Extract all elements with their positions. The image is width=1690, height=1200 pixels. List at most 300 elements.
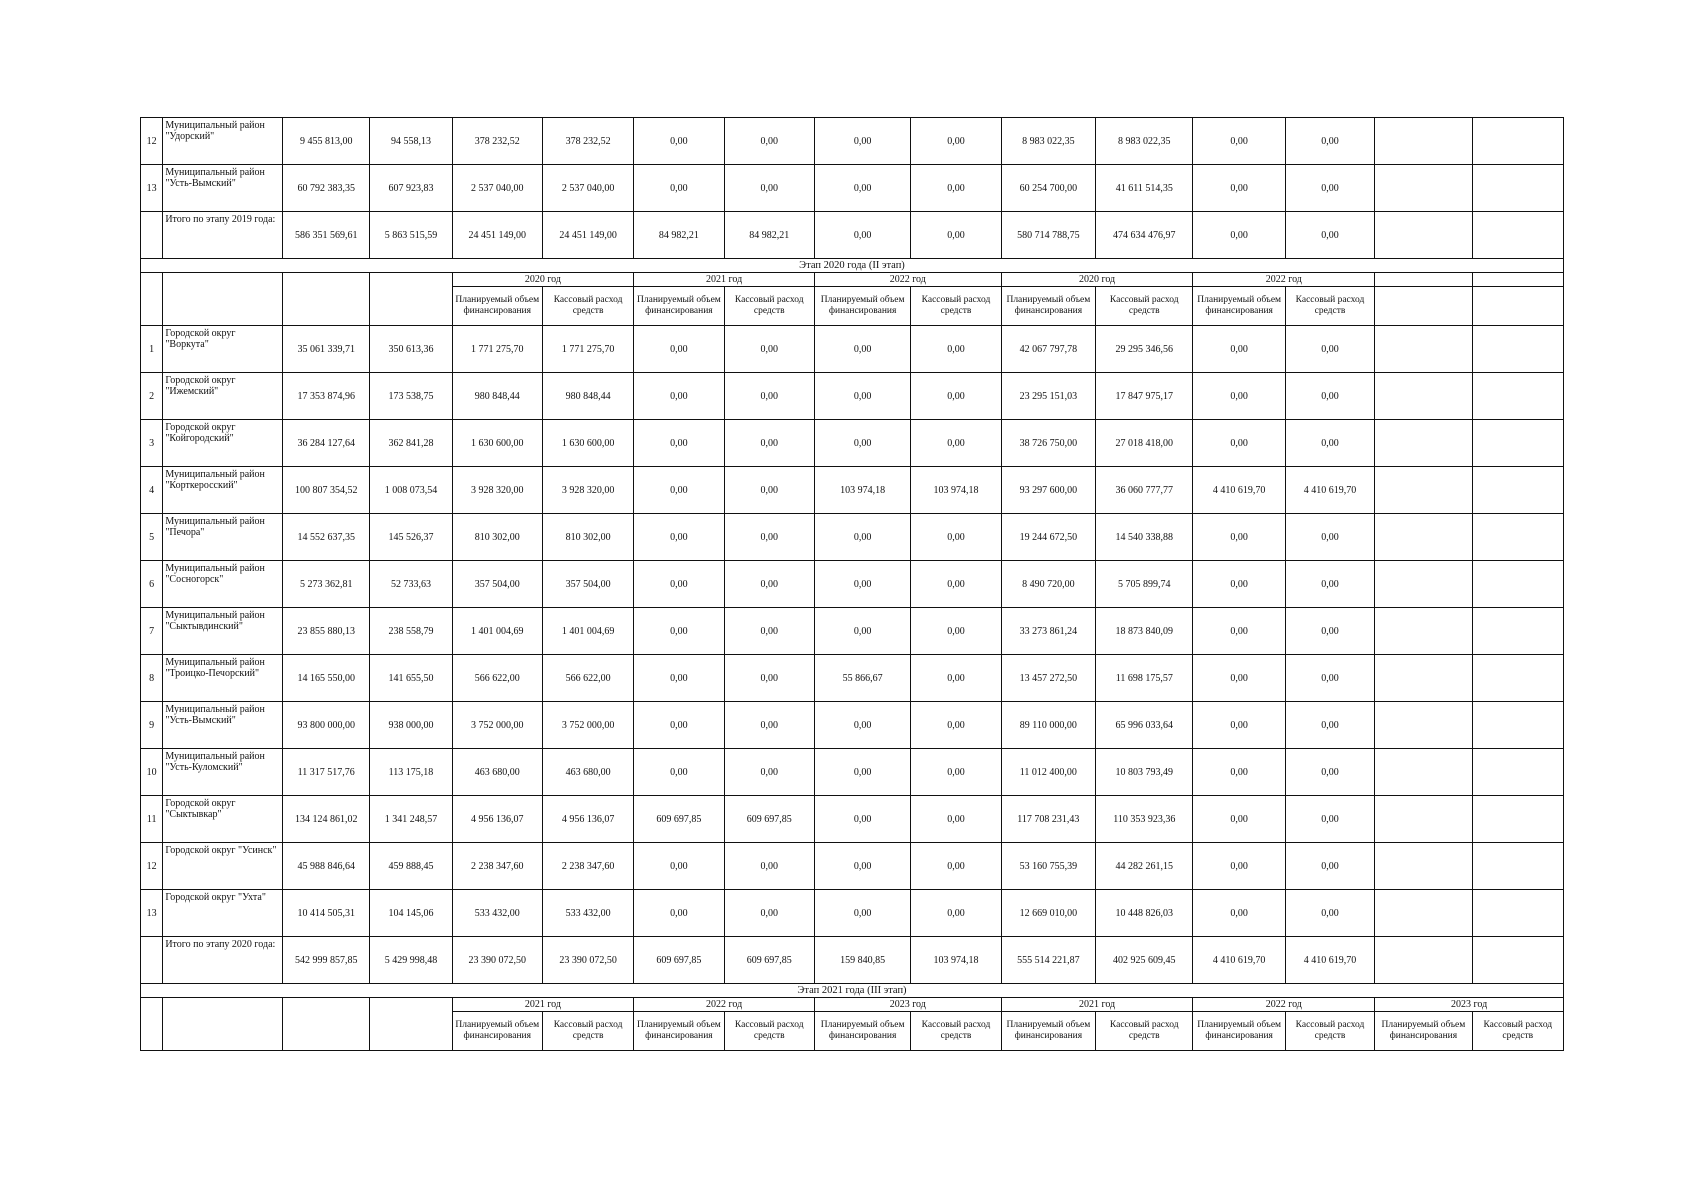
table-row — [141, 514, 1564, 561]
value-cell: 5 863 515,59 — [370, 212, 452, 259]
value-cell: 0,00 — [1285, 165, 1374, 212]
value-cell: 10 803 793,49 — [1096, 749, 1193, 796]
blank-cell — [1375, 273, 1472, 287]
blank-cell — [141, 273, 163, 326]
table-row — [141, 937, 1564, 984]
year-header: 2020 год — [1001, 273, 1193, 287]
value-cell: 0,00 — [1285, 118, 1374, 165]
value-cell: 141 655,50 — [370, 655, 452, 702]
value-cell: 23 390 072,50 — [542, 937, 633, 984]
blank-cell — [283, 998, 370, 1051]
value-cell: 533 432,00 — [452, 890, 542, 937]
value-cell: 23 295 151,03 — [1001, 373, 1095, 420]
cash-expense-header: Кассовый расход средств — [724, 1012, 814, 1051]
row-name: Итого по этапу 2020 года: — [163, 937, 283, 984]
value-cell: 0,00 — [724, 843, 814, 890]
value-cell: 0,00 — [634, 373, 724, 420]
value-cell: 11 012 400,00 — [1001, 749, 1095, 796]
value-cell: 0,00 — [1193, 420, 1285, 467]
value-cell: 0,00 — [724, 467, 814, 514]
value-cell: 609 697,85 — [724, 796, 814, 843]
value-cell: 0,00 — [814, 118, 910, 165]
row-number: 6 — [141, 561, 163, 608]
value-cell: 1 401 004,69 — [452, 608, 542, 655]
value-cell: 0,00 — [634, 655, 724, 702]
value-cell: 159 840,85 — [814, 937, 910, 984]
value-cell: 474 634 476,97 — [1096, 212, 1193, 259]
row-name: Городской округ "Ухта" — [163, 890, 283, 937]
value-cell: 0,00 — [634, 561, 724, 608]
value-cell: 93 800 000,00 — [283, 702, 370, 749]
value-cell: 8 983 022,35 — [1001, 118, 1095, 165]
value-cell — [1375, 702, 1472, 749]
value-cell: 173 538,75 — [370, 373, 452, 420]
value-cell: 0,00 — [724, 890, 814, 937]
value-cell: 0,00 — [814, 373, 910, 420]
value-cell: 463 680,00 — [542, 749, 633, 796]
table-row — [141, 212, 1564, 259]
value-cell: 4 410 619,70 — [1285, 937, 1374, 984]
value-cell: 53 160 755,39 — [1001, 843, 1095, 890]
value-cell: 11 317 517,76 — [283, 749, 370, 796]
value-cell — [1375, 118, 1472, 165]
cash-expense-header: Кассовый расход средств — [542, 1012, 633, 1051]
value-cell: 10 414 505,31 — [283, 890, 370, 937]
row-name: Городской округ "Сыктывкар" — [163, 796, 283, 843]
year-header: 2021 год — [452, 998, 634, 1012]
value-cell: 38 726 750,00 — [1001, 420, 1095, 467]
value-cell: 1 630 600,00 — [542, 420, 633, 467]
value-cell: 42 067 797,78 — [1001, 326, 1095, 373]
value-cell — [1472, 937, 1563, 984]
table-row — [141, 655, 1564, 702]
row-number: 12 — [141, 118, 163, 165]
stage-2020-title: Этап 2020 года (II этап) — [141, 259, 1564, 273]
value-cell: 0,00 — [911, 655, 1001, 702]
value-cell: 60 254 700,00 — [1001, 165, 1095, 212]
value-cell: 2 238 347,60 — [542, 843, 633, 890]
blank-cell — [1472, 273, 1563, 287]
planned-financing-header: Планируемый объем финансирования — [1193, 287, 1285, 326]
value-cell: 238 558,79 — [370, 608, 452, 655]
value-cell: 0,00 — [634, 843, 724, 890]
value-cell: 0,00 — [1285, 843, 1374, 890]
blank-cell — [163, 998, 283, 1051]
row-name: Муниципальный район "Усть-Вымский" — [163, 165, 283, 212]
value-cell — [1472, 467, 1563, 514]
value-cell: 33 273 861,24 — [1001, 608, 1095, 655]
value-cell — [1375, 561, 1472, 608]
table-row — [141, 749, 1564, 796]
planned-financing-header: Планируемый объем финансирования — [1193, 1012, 1285, 1051]
value-cell: 0,00 — [814, 561, 910, 608]
value-cell — [1375, 326, 1472, 373]
table-row — [141, 373, 1564, 420]
value-cell: 8 490 720,00 — [1001, 561, 1095, 608]
value-cell: 0,00 — [911, 118, 1001, 165]
value-cell: 938 000,00 — [370, 702, 452, 749]
value-cell: 980 848,44 — [542, 373, 633, 420]
row-name: Муниципальный район "Сосногорск" — [163, 561, 283, 608]
value-cell: 580 714 788,75 — [1001, 212, 1095, 259]
value-cell: 0,00 — [1285, 749, 1374, 796]
table-row — [141, 890, 1564, 937]
table-row — [141, 608, 1564, 655]
value-cell: 0,00 — [1193, 655, 1285, 702]
value-cell: 378 232,52 — [452, 118, 542, 165]
value-cell: 3 752 000,00 — [542, 702, 633, 749]
value-cell: 89 110 000,00 — [1001, 702, 1095, 749]
value-cell: 350 613,36 — [370, 326, 452, 373]
value-cell: 0,00 — [634, 890, 724, 937]
value-cell: 533 432,00 — [542, 890, 633, 937]
value-cell: 0,00 — [1193, 165, 1285, 212]
row-name: Городской округ "Воркута" — [163, 326, 283, 373]
value-cell: 0,00 — [814, 165, 910, 212]
value-cell: 1 341 248,57 — [370, 796, 452, 843]
value-cell: 104 145,06 — [370, 890, 452, 937]
value-cell: 609 697,85 — [724, 937, 814, 984]
value-cell: 0,00 — [634, 467, 724, 514]
value-cell: 0,00 — [1193, 514, 1285, 561]
value-cell: 4 956 136,07 — [452, 796, 542, 843]
value-cell: 0,00 — [1193, 890, 1285, 937]
planned-financing-header: Планируемый объем финансирования — [1001, 1012, 1095, 1051]
value-cell: 0,00 — [911, 212, 1001, 259]
value-cell: 27 018 418,00 — [1096, 420, 1193, 467]
value-cell: 0,00 — [724, 514, 814, 561]
value-cell: 0,00 — [724, 326, 814, 373]
planned-financing-header: Планируемый объем финансирования — [1375, 1012, 1472, 1051]
value-cell: 0,00 — [1285, 796, 1374, 843]
value-cell: 100 807 354,52 — [283, 467, 370, 514]
value-cell: 55 866,67 — [814, 655, 910, 702]
blank-cell — [370, 998, 452, 1051]
row-number: 13 — [141, 890, 163, 937]
row-number: 9 — [141, 702, 163, 749]
value-cell: 65 996 033,64 — [1096, 702, 1193, 749]
value-cell: 36 284 127,64 — [283, 420, 370, 467]
value-cell: 0,00 — [634, 608, 724, 655]
value-cell: 0,00 — [1285, 326, 1374, 373]
planned-financing-header: Планируемый объем финансирования — [634, 287, 724, 326]
value-cell: 117 708 231,43 — [1001, 796, 1095, 843]
value-cell: 145 526,37 — [370, 514, 452, 561]
cash-expense-header: Кассовый расход средств — [911, 287, 1001, 326]
value-cell: 84 982,21 — [634, 212, 724, 259]
value-cell: 0,00 — [911, 702, 1001, 749]
cash-expense-header: Кассовый расход средств — [1472, 1012, 1563, 1051]
value-cell — [1472, 561, 1563, 608]
value-cell: 0,00 — [634, 165, 724, 212]
value-cell — [1375, 514, 1472, 561]
value-cell: 94 558,13 — [370, 118, 452, 165]
financing-table — [140, 117, 1564, 1051]
value-cell: 0,00 — [1285, 514, 1374, 561]
planned-financing-header: Планируемый объем финансирования — [814, 287, 910, 326]
value-cell — [1375, 373, 1472, 420]
value-cell: 134 124 861,02 — [283, 796, 370, 843]
value-cell: 0,00 — [634, 702, 724, 749]
value-cell: 0,00 — [634, 118, 724, 165]
value-cell: 35 061 339,71 — [283, 326, 370, 373]
value-cell — [1472, 420, 1563, 467]
value-cell: 5 429 998,48 — [370, 937, 452, 984]
year-header: 2021 год — [1001, 998, 1193, 1012]
value-cell — [1472, 796, 1563, 843]
value-cell: 84 982,21 — [724, 212, 814, 259]
value-cell — [1472, 890, 1563, 937]
value-cell: 0,00 — [1285, 890, 1374, 937]
value-cell: 0,00 — [724, 702, 814, 749]
value-cell — [1472, 702, 1563, 749]
value-cell: 0,00 — [724, 118, 814, 165]
value-cell — [1375, 655, 1472, 702]
value-cell: 0,00 — [814, 749, 910, 796]
row-number: 4 — [141, 467, 163, 514]
value-cell — [1472, 843, 1563, 890]
blank-cell — [1472, 287, 1563, 326]
value-cell: 0,00 — [1193, 373, 1285, 420]
value-cell: 13 457 272,50 — [1001, 655, 1095, 702]
value-cell: 0,00 — [1193, 212, 1285, 259]
value-cell: 19 244 672,50 — [1001, 514, 1095, 561]
value-cell — [1472, 655, 1563, 702]
value-cell: 0,00 — [1193, 326, 1285, 373]
value-cell — [1375, 796, 1472, 843]
value-cell: 463 680,00 — [452, 749, 542, 796]
value-cell: 0,00 — [1193, 796, 1285, 843]
value-cell: 0,00 — [911, 514, 1001, 561]
blank-cell — [370, 273, 452, 326]
value-cell: 810 302,00 — [542, 514, 633, 561]
value-cell: 0,00 — [724, 165, 814, 212]
value-cell — [1375, 420, 1472, 467]
value-cell: 0,00 — [724, 749, 814, 796]
value-cell: 24 451 149,00 — [452, 212, 542, 259]
value-cell: 0,00 — [911, 561, 1001, 608]
value-cell: 0,00 — [1285, 212, 1374, 259]
value-cell — [1472, 326, 1563, 373]
row-name: Муниципальный район "Усть-Куломский" — [163, 749, 283, 796]
value-cell: 0,00 — [911, 608, 1001, 655]
value-cell: 0,00 — [1193, 843, 1285, 890]
value-cell: 0,00 — [1285, 655, 1374, 702]
value-cell: 2 238 347,60 — [452, 843, 542, 890]
value-cell: 1 771 275,70 — [542, 326, 633, 373]
table-row — [141, 843, 1564, 890]
value-cell: 555 514 221,87 — [1001, 937, 1095, 984]
value-cell: 45 988 846,64 — [283, 843, 370, 890]
row-name: Муниципальный район "Печора" — [163, 514, 283, 561]
value-cell: 609 697,85 — [634, 937, 724, 984]
row-name: Муниципальный район "Корткеросский" — [163, 467, 283, 514]
value-cell: 4 410 619,70 — [1193, 467, 1285, 514]
value-cell: 0,00 — [724, 655, 814, 702]
value-cell — [1375, 608, 1472, 655]
row-number: 13 — [141, 165, 163, 212]
value-cell — [1375, 165, 1472, 212]
value-cell: 402 925 609,45 — [1096, 937, 1193, 984]
value-cell — [1472, 373, 1563, 420]
value-cell: 10 448 826,03 — [1096, 890, 1193, 937]
stage-2021-header — [141, 984, 1564, 1051]
row-name: Итого по этапу 2019 года: — [163, 212, 283, 259]
value-cell: 357 504,00 — [452, 561, 542, 608]
year-header: 2021 год — [634, 273, 815, 287]
value-cell: 14 552 637,35 — [283, 514, 370, 561]
value-cell: 5 705 899,74 — [1096, 561, 1193, 608]
table-row — [141, 796, 1564, 843]
row-name: Муниципальный район "Усть-Вымский" — [163, 702, 283, 749]
value-cell: 44 282 261,15 — [1096, 843, 1193, 890]
value-cell: 12 669 010,00 — [1001, 890, 1095, 937]
value-cell: 810 302,00 — [452, 514, 542, 561]
table-row — [141, 467, 1564, 514]
value-cell — [1375, 890, 1472, 937]
value-cell — [1472, 514, 1563, 561]
value-cell: 0,00 — [634, 420, 724, 467]
blank-cell — [163, 273, 283, 326]
year-header: 2020 год — [452, 273, 634, 287]
table-row — [141, 326, 1564, 373]
value-cell: 5 273 362,81 — [283, 561, 370, 608]
stage-2019-rows — [141, 118, 1564, 259]
value-cell: 1 008 073,54 — [370, 467, 452, 514]
table-row — [141, 702, 1564, 749]
planned-financing-header: Планируемый объем финансирования — [452, 287, 542, 326]
year-header: 2023 год — [1375, 998, 1564, 1012]
value-cell: 0,00 — [814, 843, 910, 890]
value-cell: 2 537 040,00 — [452, 165, 542, 212]
value-cell: 1 630 600,00 — [452, 420, 542, 467]
cash-expense-header: Кассовый расход средств — [1285, 1012, 1374, 1051]
stage-2020-header — [141, 259, 1564, 326]
value-cell: 11 698 175,57 — [1096, 655, 1193, 702]
value-cell: 0,00 — [814, 514, 910, 561]
value-cell: 29 295 346,56 — [1096, 326, 1193, 373]
value-cell: 23 390 072,50 — [452, 937, 542, 984]
value-cell: 0,00 — [1193, 561, 1285, 608]
row-number: 1 — [141, 326, 163, 373]
row-name: Муниципальный район "Сыктывдинский" — [163, 608, 283, 655]
value-cell: 980 848,44 — [452, 373, 542, 420]
blank-cell — [141, 998, 163, 1051]
value-cell: 0,00 — [911, 373, 1001, 420]
value-cell: 23 855 880,13 — [283, 608, 370, 655]
cash-expense-header: Кассовый расход средств — [1096, 1012, 1193, 1051]
value-cell: 113 175,18 — [370, 749, 452, 796]
value-cell: 0,00 — [1285, 561, 1374, 608]
value-cell: 52 733,63 — [370, 561, 452, 608]
value-cell: 0,00 — [911, 165, 1001, 212]
row-number: 12 — [141, 843, 163, 890]
value-cell: 0,00 — [911, 326, 1001, 373]
value-cell: 0,00 — [1285, 420, 1374, 467]
value-cell: 0,00 — [1193, 608, 1285, 655]
row-number: 10 — [141, 749, 163, 796]
row-number: 11 — [141, 796, 163, 843]
table-row — [141, 561, 1564, 608]
value-cell: 17 847 975,17 — [1096, 373, 1193, 420]
row-number: 5 — [141, 514, 163, 561]
value-cell: 0,00 — [911, 796, 1001, 843]
value-cell: 17 353 874,96 — [283, 373, 370, 420]
value-cell: 586 351 569,61 — [283, 212, 370, 259]
value-cell: 0,00 — [814, 702, 910, 749]
value-cell: 3 928 320,00 — [452, 467, 542, 514]
value-cell: 0,00 — [911, 749, 1001, 796]
blank-cell — [1375, 287, 1472, 326]
cash-expense-header: Кассовый расход средств — [1285, 287, 1374, 326]
value-cell: 0,00 — [634, 749, 724, 796]
value-cell: 36 060 777,77 — [1096, 467, 1193, 514]
value-cell: 3 928 320,00 — [542, 467, 633, 514]
blank-cell — [283, 273, 370, 326]
value-cell: 8 983 022,35 — [1096, 118, 1193, 165]
value-cell — [1472, 165, 1563, 212]
cash-expense-header: Кассовый расход средств — [724, 287, 814, 326]
value-cell: 60 792 383,35 — [283, 165, 370, 212]
value-cell — [1375, 212, 1472, 259]
value-cell: 0,00 — [724, 420, 814, 467]
value-cell: 609 697,85 — [634, 796, 724, 843]
value-cell: 103 974,18 — [814, 467, 910, 514]
table-row — [141, 420, 1564, 467]
value-cell — [1375, 467, 1472, 514]
row-name: Муниципальный район "Удорский" — [163, 118, 283, 165]
value-cell: 41 611 514,35 — [1096, 165, 1193, 212]
year-header: 2023 год — [814, 998, 1001, 1012]
value-cell: 0,00 — [814, 326, 910, 373]
value-cell — [1472, 212, 1563, 259]
row-name: Муниципальный район "Троицко-Печорский" — [163, 655, 283, 702]
value-cell: 14 540 338,88 — [1096, 514, 1193, 561]
value-cell: 93 297 600,00 — [1001, 467, 1095, 514]
value-cell: 357 504,00 — [542, 561, 633, 608]
value-cell: 24 451 149,00 — [542, 212, 633, 259]
planned-financing-header: Планируемый объем финансирования — [634, 1012, 724, 1051]
value-cell: 0,00 — [814, 212, 910, 259]
value-cell: 607 923,83 — [370, 165, 452, 212]
value-cell: 18 873 840,09 — [1096, 608, 1193, 655]
value-cell: 0,00 — [724, 373, 814, 420]
cash-expense-header: Кассовый расход средств — [911, 1012, 1001, 1051]
planned-financing-header: Планируемый объем финансирования — [452, 1012, 542, 1051]
value-cell: 0,00 — [1193, 702, 1285, 749]
table-row — [141, 165, 1564, 212]
value-cell: 0,00 — [724, 561, 814, 608]
year-header: 2022 год — [814, 273, 1001, 287]
value-cell: 0,00 — [634, 326, 724, 373]
value-cell: 0,00 — [814, 608, 910, 655]
row-name: Городской округ "Койгородский" — [163, 420, 283, 467]
value-cell — [1375, 937, 1472, 984]
value-cell: 0,00 — [814, 796, 910, 843]
value-cell — [1375, 749, 1472, 796]
value-cell: 14 165 550,00 — [283, 655, 370, 702]
value-cell: 0,00 — [911, 890, 1001, 937]
value-cell: 0,00 — [1193, 749, 1285, 796]
row-number — [141, 212, 163, 259]
value-cell: 0,00 — [911, 843, 1001, 890]
value-cell: 1 401 004,69 — [542, 608, 633, 655]
year-header: 2022 год — [634, 998, 815, 1012]
value-cell: 4 956 136,07 — [542, 796, 633, 843]
value-cell: 103 974,18 — [911, 937, 1001, 984]
table-row — [141, 118, 1564, 165]
planned-financing-header: Планируемый объем финансирования — [814, 1012, 910, 1051]
